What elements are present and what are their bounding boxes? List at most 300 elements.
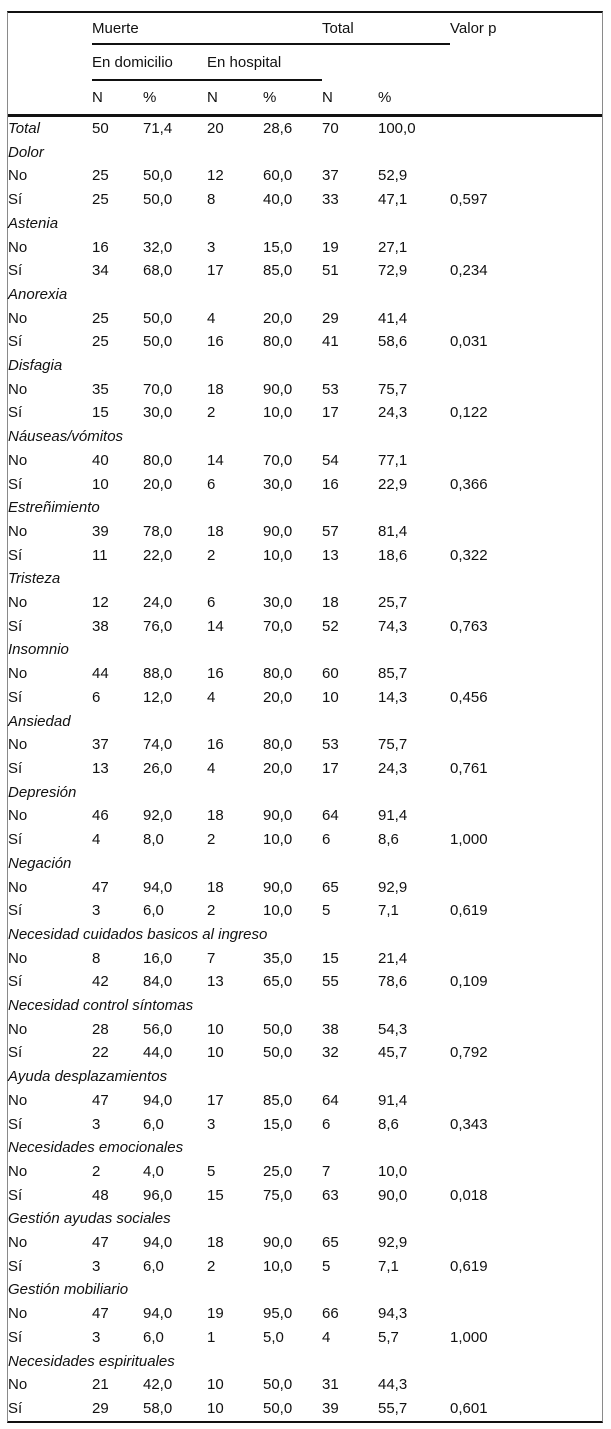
row-label: No — [8, 1305, 28, 1323]
column-header-valor-p: Valor p — [450, 20, 497, 37]
table-row — [8, 1397, 602, 1421]
table-row — [8, 401, 602, 425]
cell: 6 — [322, 1115, 331, 1133]
cell: 10,0 — [263, 902, 293, 920]
cell: 15,0 — [263, 1115, 293, 1133]
cell: 85,7 — [378, 665, 408, 683]
cell: 26,0 — [143, 759, 173, 777]
statistics-table-frame — [7, 11, 603, 1423]
table-row-group — [8, 567, 602, 591]
table-row — [8, 1255, 602, 1279]
cell: 10 — [322, 688, 339, 706]
cell: 7 — [207, 949, 216, 967]
table-row — [8, 733, 602, 757]
cell: 10 — [92, 475, 109, 493]
cell: 6 — [92, 688, 101, 706]
cell: 55,7 — [378, 1399, 408, 1417]
cell: 3 — [207, 238, 216, 256]
cell: 24,3 — [378, 759, 408, 777]
cell: 80,0 — [263, 665, 293, 683]
cell: 1 — [207, 1328, 216, 1346]
cell: 6,0 — [143, 1257, 164, 1275]
row-label: No — [8, 167, 28, 185]
cell: 24,0 — [143, 594, 173, 612]
cell: 17 — [322, 759, 339, 777]
cell: 2 — [207, 546, 216, 564]
cell: 14 — [207, 451, 224, 469]
cell: 25 — [92, 191, 109, 209]
cell: 12,0 — [143, 688, 173, 706]
cell: 28 — [92, 1020, 109, 1038]
cell: 0,619 — [450, 1257, 488, 1275]
cell: 7,1 — [378, 902, 399, 920]
cell: 16 — [92, 238, 109, 256]
cell: 30,0 — [263, 594, 293, 612]
cell: 65,0 — [263, 973, 293, 991]
cell: 41,4 — [378, 309, 408, 327]
table-row — [8, 1018, 602, 1042]
cell: 50 — [92, 120, 109, 137]
cell: 32,0 — [143, 238, 173, 256]
column-sub-en-hospital: En hospital — [207, 44, 322, 80]
cell: 92,9 — [378, 1234, 408, 1252]
cell: 47 — [92, 1305, 109, 1323]
cell: 42 — [92, 973, 109, 991]
cell: 100,0 — [378, 120, 416, 137]
cell: 32 — [322, 1044, 339, 1062]
table-row-group — [8, 1136, 602, 1160]
cell — [450, 378, 602, 402]
header-spacer — [8, 80, 92, 116]
cell: 47,1 — [378, 191, 408, 209]
cell: 46 — [92, 807, 109, 825]
table-row — [8, 899, 602, 923]
cell: 84,0 — [143, 973, 173, 991]
row-label: Sí — [8, 333, 23, 351]
cell: 39 — [92, 522, 109, 540]
cell: 70,0 — [263, 617, 293, 635]
row-label: Negación — [8, 854, 72, 872]
cell: 19 — [207, 1305, 224, 1323]
column-header-pct-hospital: % — [263, 80, 322, 116]
cell — [450, 1231, 602, 1255]
row-label: No — [8, 522, 28, 540]
cell: 42,0 — [143, 1376, 173, 1394]
cell: 16 — [207, 665, 224, 683]
cell — [450, 804, 602, 828]
cell: 70,0 — [143, 380, 173, 398]
table-row-total — [8, 116, 602, 141]
cell: 15 — [322, 949, 339, 967]
cell: 20,0 — [263, 759, 293, 777]
table-row — [8, 307, 602, 331]
cell: 10 — [207, 1376, 224, 1394]
cell: 90,0 — [263, 1234, 293, 1252]
cell: 0,018 — [450, 1186, 488, 1204]
table-row — [8, 1326, 602, 1350]
cell: 6 — [322, 831, 331, 849]
cell: 90,0 — [263, 807, 293, 825]
row-label: Sí — [8, 831, 23, 849]
table-row — [8, 164, 602, 188]
table-row — [8, 615, 602, 639]
cell: 52 — [322, 617, 339, 635]
cell: 17 — [207, 262, 224, 280]
row-label: Necesidades espirituales — [8, 1352, 175, 1370]
cell: 15 — [92, 404, 109, 422]
cell: 66 — [322, 1305, 339, 1323]
row-label: Ayuda desplazamientos — [8, 1068, 168, 1086]
cell: 50,0 — [143, 333, 173, 351]
header-spacer — [322, 44, 450, 80]
cell: 90,0 — [263, 522, 293, 540]
header-spacer — [450, 44, 602, 80]
cell: 4 — [207, 309, 216, 327]
cell: 44 — [92, 665, 109, 683]
row-label: Disfagia — [8, 357, 63, 375]
cell: 50,0 — [143, 191, 173, 209]
cell: 12 — [92, 594, 109, 612]
cell: 17 — [207, 1091, 224, 1109]
cell: 56,0 — [143, 1020, 173, 1038]
cell: 40,0 — [263, 191, 293, 209]
cell: 0,601 — [450, 1399, 488, 1417]
cell: 0,122 — [450, 404, 488, 422]
cell: 10,0 — [263, 404, 293, 422]
cell: 20,0 — [263, 309, 293, 327]
cell: 8 — [92, 949, 101, 967]
cell: 52,9 — [378, 167, 408, 185]
cell: 37 — [92, 736, 109, 754]
cell: 3 — [207, 1115, 216, 1133]
row-label: Sí — [8, 1186, 23, 1204]
row-label: Sí — [8, 191, 23, 209]
cell: 80,0 — [263, 736, 293, 754]
table-row — [8, 330, 602, 354]
row-label: Astenia — [8, 214, 59, 232]
row-label: Sí — [8, 1044, 23, 1062]
table-row-group — [8, 283, 602, 307]
cell: 85,0 — [263, 1091, 293, 1109]
cell: 13 — [207, 973, 224, 991]
cell: 14,3 — [378, 688, 408, 706]
cell: 64 — [322, 1091, 339, 1109]
row-label: No — [8, 594, 28, 612]
cell: 2 — [207, 902, 216, 920]
cell: 20,0 — [143, 475, 173, 493]
table-row — [8, 804, 602, 828]
table-row-group — [8, 1065, 602, 1089]
cell: 8,6 — [378, 1115, 399, 1133]
cell: 30,0 — [263, 475, 293, 493]
cell: 20,0 — [263, 688, 293, 706]
cell: 21,4 — [378, 949, 408, 967]
table-row-group — [8, 852, 602, 876]
table-row — [8, 259, 602, 283]
row-label: No — [8, 1376, 28, 1394]
cell: 50,0 — [143, 309, 173, 327]
row-label: No — [8, 1234, 28, 1252]
cell: 5 — [322, 902, 331, 920]
cell: 54 — [322, 451, 339, 469]
cell: 8,0 — [143, 831, 164, 849]
cell: 7 — [322, 1162, 331, 1180]
row-label: Sí — [8, 546, 23, 564]
cell — [450, 662, 602, 686]
cell: 3 — [92, 1328, 101, 1346]
row-label: Depresión — [8, 783, 77, 801]
cell: 0,322 — [450, 546, 488, 564]
cell: 7,1 — [378, 1257, 399, 1275]
cell: 18 — [207, 1234, 224, 1252]
table-row — [8, 1160, 602, 1184]
cell: 38 — [92, 617, 109, 635]
cell — [450, 116, 602, 141]
table-row-group — [8, 994, 602, 1018]
cell: 5 — [322, 1257, 331, 1275]
cell: 45,7 — [378, 1044, 408, 1062]
row-label: No — [8, 238, 28, 256]
table-row-group — [8, 212, 602, 236]
cell: 17 — [322, 404, 339, 422]
cell: 78,6 — [378, 973, 408, 991]
cell: 80,0 — [143, 451, 173, 469]
cell: 8 — [207, 191, 216, 209]
row-label: No — [8, 736, 28, 754]
cell: 18 — [207, 807, 224, 825]
cell: 85,0 — [263, 262, 293, 280]
row-label: Sí — [8, 973, 23, 991]
cell: 4 — [207, 688, 216, 706]
cell: 47 — [92, 1091, 109, 1109]
cell: 0,234 — [450, 262, 488, 280]
table-row — [8, 876, 602, 900]
cell: 35,0 — [263, 949, 293, 967]
table-row-group — [8, 1207, 602, 1231]
cell: 18 — [207, 878, 224, 896]
cell: 37 — [322, 167, 339, 185]
column-sub-en-domicilio: En domicilio — [92, 44, 207, 80]
row-label: No — [8, 451, 28, 469]
cell: 75,7 — [378, 380, 408, 398]
cell: 12 — [207, 167, 224, 185]
column-header-n-hospital: N — [207, 80, 263, 116]
cell: 74,0 — [143, 736, 173, 754]
cell: 25 — [92, 309, 109, 327]
cell: 0,619 — [450, 902, 488, 920]
cell: 20 — [207, 120, 224, 137]
cell — [450, 1089, 602, 1113]
cell: 41 — [322, 333, 339, 351]
row-label: No — [8, 665, 28, 683]
cell: 50,0 — [263, 1376, 293, 1394]
table-row — [8, 544, 602, 568]
cell: 94,0 — [143, 1234, 173, 1252]
cell: 94,0 — [143, 1305, 173, 1323]
cell — [450, 1160, 602, 1184]
row-label: Sí — [8, 404, 23, 422]
row-label: Sí — [8, 262, 23, 280]
table-row — [8, 662, 602, 686]
row-label: Necesidad cuidados basicos al ingreso — [8, 925, 268, 943]
cell: 78,0 — [143, 522, 173, 540]
row-label: No — [8, 380, 28, 398]
cell: 65 — [322, 878, 339, 896]
column-group-total: Total — [322, 13, 450, 44]
table-row-group — [8, 923, 602, 947]
cell: 5,0 — [263, 1328, 284, 1346]
cell: 0,761 — [450, 759, 488, 777]
cell: 10 — [207, 1020, 224, 1038]
header-spacer — [8, 44, 92, 80]
cell: 90,0 — [263, 878, 293, 896]
row-label: Sí — [8, 902, 23, 920]
table-row-group — [8, 1278, 602, 1302]
header-row-subgroups — [8, 44, 602, 80]
table-row-group — [8, 638, 602, 662]
cell: 0,343 — [450, 1115, 488, 1133]
row-label: No — [8, 309, 28, 327]
row-label: Anorexia — [8, 285, 68, 303]
table-row — [8, 1041, 602, 1065]
cell — [450, 947, 602, 971]
header-row-groups — [8, 13, 602, 44]
row-label: Sí — [8, 1115, 23, 1133]
cell: 34 — [92, 262, 109, 280]
cell — [450, 1302, 602, 1326]
table-body — [8, 116, 602, 1421]
cell: 4 — [92, 831, 101, 849]
column-header-pct-domicilio: % — [143, 80, 207, 116]
cell: 2 — [92, 1162, 101, 1180]
cell: 16,0 — [143, 949, 173, 967]
cell: 65 — [322, 1234, 339, 1252]
header-spacer — [450, 80, 602, 116]
row-label: No — [8, 807, 28, 825]
table-row — [8, 1184, 602, 1208]
cell: 0,792 — [450, 1044, 488, 1062]
table-row — [8, 686, 602, 710]
cell: 10 — [207, 1399, 224, 1417]
row-label: Sí — [8, 1328, 23, 1346]
cell: 55 — [322, 973, 339, 991]
cell: 48 — [92, 1186, 109, 1204]
cell: 68,0 — [143, 262, 173, 280]
cell: 15,0 — [263, 238, 293, 256]
cell: 35 — [92, 380, 109, 398]
cell: 25 — [92, 167, 109, 185]
cell: 80,0 — [263, 333, 293, 351]
table-row — [8, 828, 602, 852]
cell: 19 — [322, 238, 339, 256]
table-row-group — [8, 1350, 602, 1374]
cell: 29 — [92, 1399, 109, 1417]
row-label: Sí — [8, 688, 23, 706]
cell: 22,9 — [378, 475, 408, 493]
cell: 8,6 — [378, 831, 399, 849]
table-row — [8, 1373, 602, 1397]
cell: 58,6 — [378, 333, 408, 351]
cell: 0,763 — [450, 617, 488, 635]
cell: 90,0 — [263, 380, 293, 398]
cell: 90,0 — [378, 1186, 408, 1204]
cell: 44,3 — [378, 1376, 408, 1394]
cell: 58,0 — [143, 1399, 173, 1417]
table-row — [8, 378, 602, 402]
row-label: Sí — [8, 1257, 23, 1275]
table-row — [8, 970, 602, 994]
cell: 3 — [92, 1257, 101, 1275]
row-label: Sí — [8, 617, 23, 635]
cell: 22,0 — [143, 546, 173, 564]
cell: 47 — [92, 1234, 109, 1252]
cell — [450, 876, 602, 900]
table-row — [8, 473, 602, 497]
row-label: Total — [8, 120, 40, 137]
cell: 64 — [322, 807, 339, 825]
cell: 75,0 — [263, 1186, 293, 1204]
cell: 24,3 — [378, 404, 408, 422]
cell — [450, 591, 602, 615]
cell: 44,0 — [143, 1044, 173, 1062]
row-label: No — [8, 1162, 28, 1180]
cell: 3 — [92, 1115, 101, 1133]
table-row — [8, 1231, 602, 1255]
cell: 63 — [322, 1186, 339, 1204]
table-row-group — [8, 496, 602, 520]
cell: 50,0 — [143, 167, 173, 185]
cell: 81,4 — [378, 522, 408, 540]
table-row — [8, 188, 602, 212]
table-row-group — [8, 425, 602, 449]
table-row — [8, 449, 602, 473]
row-label: Gestión mobiliario — [8, 1281, 129, 1299]
column-header-n-total: N — [322, 80, 378, 116]
row-label: No — [8, 1020, 28, 1038]
cell: 76,0 — [143, 617, 173, 635]
cell: 60 — [322, 665, 339, 683]
cell: 95,0 — [263, 1305, 293, 1323]
cell: 50,0 — [263, 1399, 293, 1417]
cell: 13 — [92, 759, 109, 777]
table-row-group — [8, 141, 602, 165]
cell: 72,9 — [378, 262, 408, 280]
cell: 28,6 — [263, 120, 293, 137]
row-label: Tristeza — [8, 570, 61, 588]
cell: 60,0 — [263, 167, 293, 185]
row-label: No — [8, 1091, 28, 1109]
row-label: Dolor — [8, 143, 44, 161]
cell: 25,7 — [378, 594, 408, 612]
cell — [450, 449, 602, 473]
row-label: Ansiedad — [8, 712, 71, 730]
cell: 18,6 — [378, 546, 408, 564]
row-label: Sí — [8, 475, 23, 493]
cell: 6 — [207, 594, 216, 612]
cell: 16 — [207, 736, 224, 754]
cell: 21 — [92, 1376, 109, 1394]
row-label: No — [8, 878, 28, 896]
cell: 1,000 — [450, 831, 488, 849]
row-label: Sí — [8, 1399, 23, 1417]
cell: 10 — [207, 1044, 224, 1062]
cell: 18 — [322, 594, 339, 612]
cell: 92,0 — [143, 807, 173, 825]
cell: 0,031 — [450, 333, 488, 351]
cell: 31 — [322, 1376, 339, 1394]
cell: 71,4 — [143, 120, 173, 137]
cell: 53 — [322, 736, 339, 754]
